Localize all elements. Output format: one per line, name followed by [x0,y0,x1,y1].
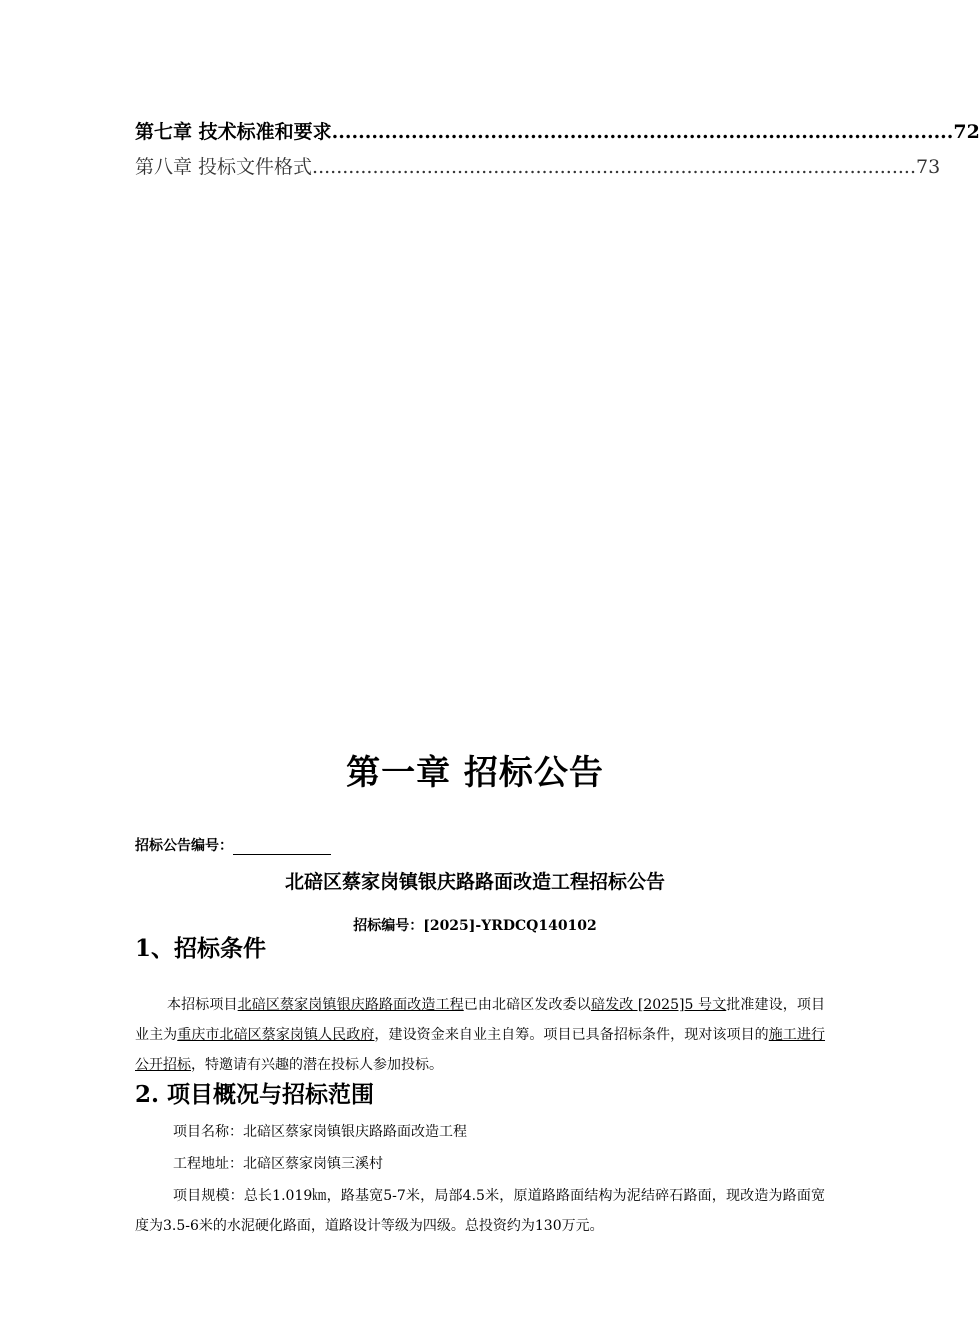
notice-number-label: 招标公告编号： [135,838,233,854]
chapter-title: 第一章 招标公告 [346,753,604,793]
toc-page-number: 72 [953,121,980,143]
text-run: 已由北碚区发改委以 [463,997,591,1013]
project-name-underlined: 北碚区蔡家岗镇银庆路路面改造工程 [237,997,464,1013]
toc-entry-label: 第八章 投标文件格式 [135,156,313,178]
toc-leader-dots: .............................................................................................. [331,121,954,143]
text-run: ，建设资金来自业主自筹。项目已具备招标条件，现对该项目的 [374,1027,769,1043]
project-scale-paragraph: 项目规模：总长1.019㎞，路基宽5-7米，局部4.5米，原道路路面结构为泥结碎石路面，现改造为路面宽度为3.5-6米的水泥硬化路面，道路设计等级为四级。总投资约为130万元。 [135,1188,825,1234]
section-heading-scope: 2. 项目概况与招标范围 [135,1081,375,1108]
toc-leader-dots: .................................................................................................... [312,156,917,178]
text-run: ，特邀请有兴趣的潜在投标人参加投标。 [191,1057,443,1073]
tender-code: 招标编号：[2025]-YRDCQ140102 [353,918,597,934]
project-address-line: 工程地址：北碚区蔡家岗镇三溪村 [173,1156,383,1172]
notice-number-blank [233,840,331,855]
toc-entry-chapter-8[interactable] [135,152,941,179]
text-run: 批准建设，项目业主为 [135,997,826,1043]
notice-number [135,835,331,855]
toc-page-number: 73 [916,156,941,178]
section-heading-conditions: 1、招标条件 [135,935,267,962]
toc-entry-label: 第七章 技术标准和要求 [135,121,332,143]
project-name-line: 项目名称：北碚区蔡家岗镇银庆路路面改造工程 [173,1124,467,1140]
tender-mode-underlined: 施工进行公开招标 [135,1027,826,1073]
toc-entry-chapter-7[interactable] [135,117,980,144]
conditions-paragraph [135,990,825,1080]
owner-underlined: 重庆市北碚区蔡家岗镇人民政府 [177,1027,375,1043]
approval-doc-underlined: 碚发改 [2025]5 号文 [590,997,727,1013]
notice-title: 北碚区蔡家岗镇银庆路路面改造工程招标公告 [284,871,665,893]
text-run: 本招标项目 [167,997,238,1013]
